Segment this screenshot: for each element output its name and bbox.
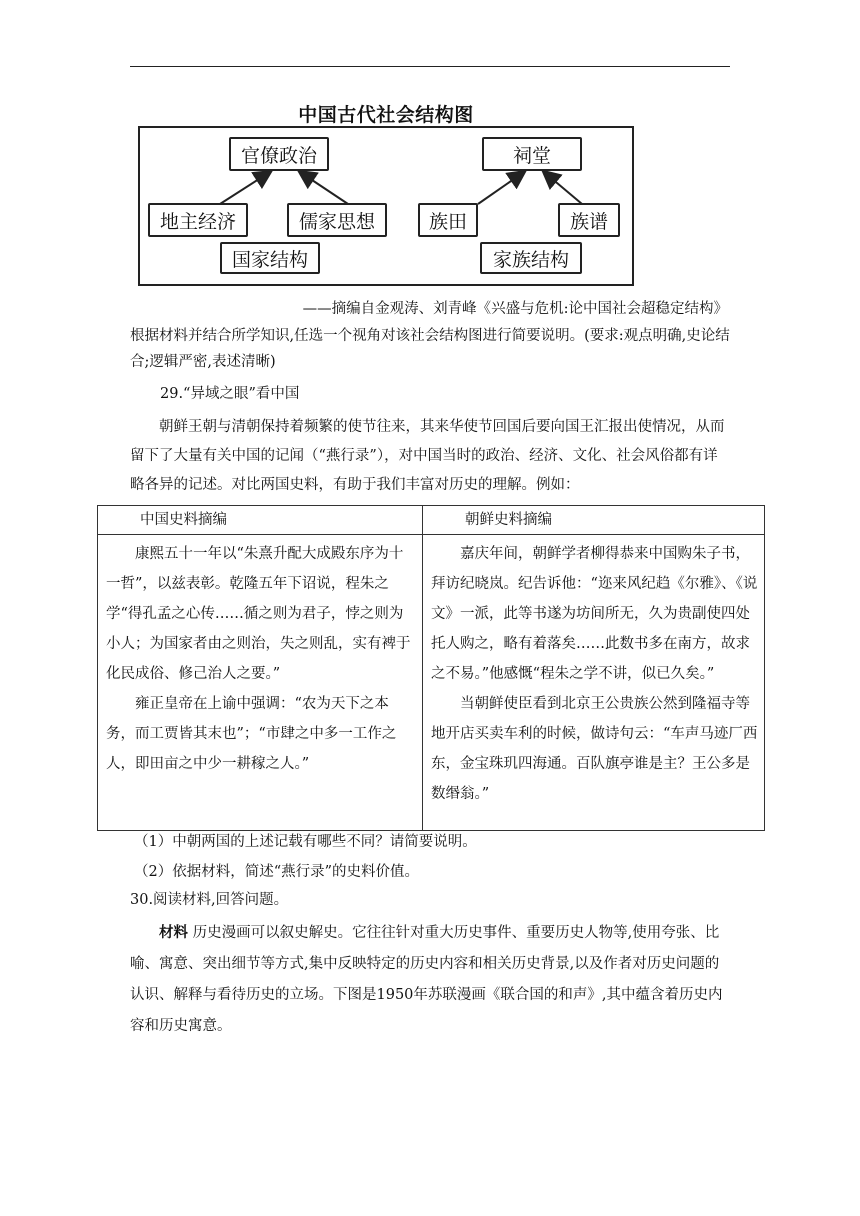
korea-sources-cell: [423, 535, 765, 831]
korea-source-1: 嘉庆年间，朝鲜学者柳得恭来中国购朱子书，拜访纪晓岚。纪告诉他：“迩来风纪趋《尔雅》、《说文》一派，此等书遂为坊间所无，久为贵副使四处托人购之，略有着落矣……此数书多在南方，故求之不易。”他感慨“程朱之学不讲，似已久矣。”: [431, 546, 758, 682]
society-structure-diagram: [138, 96, 634, 286]
box-state-structure: 国家结构: [220, 242, 320, 274]
china-sources-cell: [98, 535, 423, 831]
header-korea-sources: 朝鲜史料摘编: [423, 506, 765, 535]
box-genealogy: 族谱: [558, 203, 620, 237]
box-confucian-thought: 儒家思想: [287, 203, 387, 237]
header-rule: [130, 66, 730, 67]
q28-prompt: 根据材料并结合所学知识,任选一个视角对该社会结构图进行简要说明。(要求:观点明确,史论结合;逻辑严密,表述清晰): [130, 328, 730, 370]
arrow-genealogy-to-hall: [544, 172, 582, 204]
box-bureaucracy: 官僚政治: [229, 137, 329, 171]
korea-source-2: 当朝鲜使臣看到北京王公贵族公然到隆福寺等地开店买卖车利的时候，做诗句云：“车声马迹厂西东，金宝珠玑四海通。百队旗亭谁是主？王公多是数缗翁。”: [431, 696, 758, 802]
q30-material: [130, 917, 730, 1042]
arrow-landlord-to-bureaucracy: [220, 172, 270, 204]
q30-title: 30.阅读材料,回答问题。: [130, 892, 289, 908]
box-ancestral-hall: 祠堂: [482, 137, 582, 171]
material-text: 历史漫画可以叙史解史。它往往针对重大历史事件、重要历史人物等,使用夸张、比喻、寓意、突出细节等方式,集中反映特定的历史内容和相关历史背景,以及作者对历史问题的认识、解释与看待历史的立场。下图是1950年苏联漫画《联合国的和声》,其中蕴含着历史内容和历史寓意。: [130, 925, 723, 1034]
q29-subquestion-1: （1）中朝两国的上述记载有哪些不同？请简要说明。: [134, 834, 477, 850]
arrow-confucian-to-bureaucracy: [300, 172, 348, 204]
box-landlord-economy: 地主经济: [148, 203, 248, 237]
box-family-structure: 家族结构: [480, 242, 582, 274]
q29-subquestion-2: （2）依据材料，简述“燕行录”的史料价值。: [134, 864, 420, 880]
source-comparison-table: [97, 505, 765, 831]
china-source-2: 雍正皇帝在上谕中强调：“农为天下之本务，而工贾皆其末也”；“市肆之中多一工作之人，即田亩之中少一耕稼之人。”: [106, 696, 397, 772]
header-china-sources: 中国史料摘编: [98, 506, 423, 535]
diagram-title: 中国古代社会结构图: [298, 104, 474, 126]
q29-intro: 朝鲜王朝与清朝保持着频繁的使节往来，其来华使节回国后要向国王汇报出使情况，从而留下了大量有关中国的记闻（“燕行录”），对中国当时的政治、经济、文化、社会风俗都有详略各异的记述。对比两国史料，有助于我们丰富对历史的理解。例如：: [130, 419, 725, 493]
q29-title: 29.“异域之眼”看中国: [160, 386, 300, 402]
china-source-1: 康熙五十一年以“朱熹升配大成殿东序为十一哲”，以兹表彰。乾隆五年下诏说，程朱之学“得孔孟之心传……循之则为君子，悖之则为小人；为国家者由之则治，失之则乱，实有裨于化民成俗、修己治人之要。”: [106, 546, 411, 682]
diagram-source-caption: ——摘编自金观涛、刘青峰《兴盛与危机:论中国社会超稳定结构》: [302, 301, 728, 317]
box-clan-field: 族田: [418, 203, 478, 237]
material-label: 材料: [159, 924, 188, 941]
arrow-clanfield-to-hall: [478, 172, 524, 204]
